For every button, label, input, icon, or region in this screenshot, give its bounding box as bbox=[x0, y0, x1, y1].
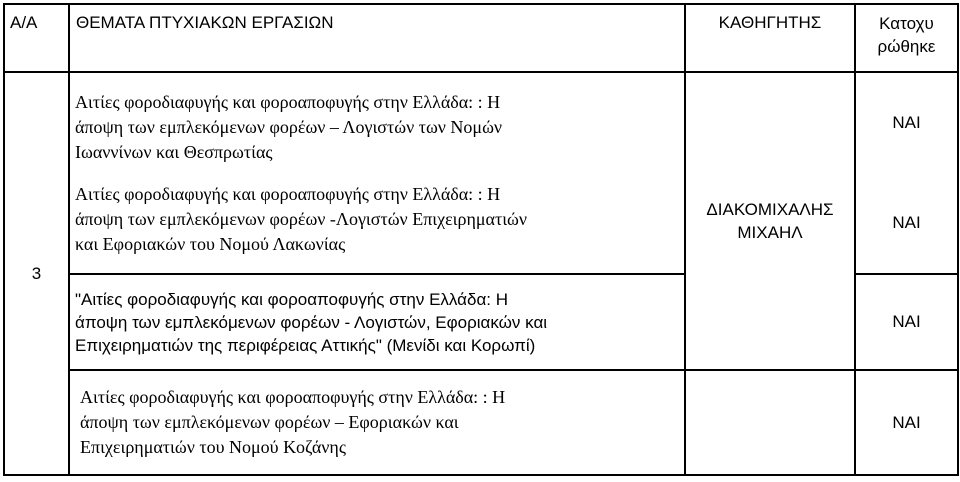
row-number: 3 bbox=[4, 72, 69, 475]
table-row bbox=[4, 370, 958, 475]
registered-value: ΝΑΙ bbox=[892, 213, 921, 232]
topic-line: άποψη των εμπλεκόμενων φορέων – Εφοριακών και bbox=[80, 412, 459, 432]
topic-line: Επιχειρηματιών της περιφέρειας Αττικής" (Μενίδι και Κορωπί) bbox=[75, 335, 536, 355]
topic-cell bbox=[69, 370, 685, 475]
header-registered bbox=[855, 4, 958, 72]
professor-cell bbox=[685, 72, 855, 370]
table-row bbox=[4, 72, 958, 274]
header-professor: ΚΑΘΗΓΗΤΗΣ bbox=[685, 4, 855, 72]
topic-cell bbox=[69, 274, 685, 370]
topic-line: άποψη των εμπλεκόμενων φορέων – Λογιστών των Νομών bbox=[75, 116, 503, 137]
topic-cell bbox=[69, 72, 685, 274]
topic-line: Επιχειρηματιών του Νομού Κοζάνης bbox=[80, 437, 346, 457]
registered-value: ΝΑΙ bbox=[855, 274, 958, 370]
professor-line2: ΜΙΧΑΗΛ bbox=[737, 223, 803, 242]
topic-line: Αιτίες φοροδιαφυγής και φοροαποφυγής στην Ελλάδα: : Η bbox=[75, 91, 501, 112]
header-registered-line2: ρώθηκε bbox=[877, 36, 936, 56]
header-title: ΘΕΜΑΤΑ ΠΤΥΧΙΑΚΩΝ ΕΡΓΑΣΙΩΝ bbox=[69, 4, 685, 72]
topic-line: άποψη των εμπλεκόμενων φορέων - Λογιστών, Εφοριακών και bbox=[75, 312, 548, 332]
header-registered-line1: Κατοχυ bbox=[879, 14, 934, 33]
topic-line: και Εφοριακών του Νομού Λακωνίας bbox=[75, 233, 346, 254]
topic-line: Ιωαννίνων και Θεσπρωτίας bbox=[75, 141, 273, 162]
registered-value: ΝΑΙ bbox=[855, 370, 958, 475]
topic-line: άποψη των εμπλεκόμενων φορέων -Λογιστών Επιχειρηματιών bbox=[75, 208, 528, 229]
theses-table bbox=[3, 3, 959, 476]
topic-line: Αιτίες φοροδιαφυγής και φοροαποφυγής στην Ελλάδα: : Η bbox=[75, 183, 501, 204]
topic-line: "Αιτίες φοροδιαφυγής και φοροαποφυγής στην Ελλάδα: Η bbox=[75, 289, 508, 309]
registered-value: ΝΑΙ bbox=[892, 113, 921, 132]
header-aa: Α/Α bbox=[4, 4, 69, 72]
professor-line1: ΔΙΑΚΟΜΙΧΑΛΗΣ bbox=[706, 200, 834, 219]
registered-cell bbox=[855, 72, 958, 274]
header-row bbox=[4, 4, 958, 72]
professor-cell-empty bbox=[685, 370, 855, 475]
topic-line: Αιτίες φοροδιαφυγής και φοροαποφυγής στην Ελλάδα: : Η bbox=[80, 387, 506, 407]
